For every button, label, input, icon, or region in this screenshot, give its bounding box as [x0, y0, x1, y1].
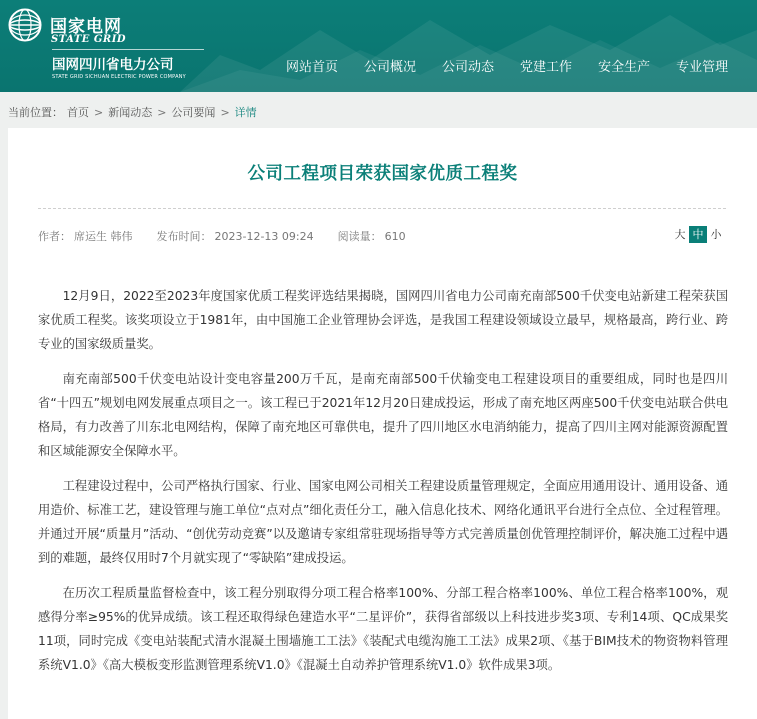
- font-size-small-button[interactable]: 小: [710, 228, 722, 241]
- article-meta: [38, 228, 430, 244]
- site-logo[interactable]: [8, 8, 208, 88]
- breadcrumb-prefix: 当前位置：: [8, 106, 63, 119]
- mountain-background-decoration: [180, 0, 757, 92]
- article-paragraph: 工程建设过程中，公司严格执行国家、行业、国家电网公司相关工程建设质量管理规定，全面应用通用设计、通用设备、通用造价、标准工艺，建设管理与施工单位“点对点”细化责任分工，融入信息化技术、网络化通讯平台进行全点位、全过程管理。并通过开展“质量月”活动、“创优劳动竞赛”以及邀请专家组常驻现场指导等方式完善质量创优管理控制评价，解决施工过程中遇到的难题，最终仅用时7个月就实现了“零缺陷”建成投运。: [38, 479, 728, 565]
- font-size-large-button[interactable]: 大: [674, 228, 686, 241]
- nav-item-professional-management[interactable]: 专业管理: [676, 60, 729, 75]
- breadcrumb-separator: >: [220, 105, 230, 119]
- nav-item-safety-production[interactable]: 安全生产: [598, 60, 651, 75]
- company-name-cn: 国网四川省电力公司: [52, 57, 174, 73]
- breadcrumb-separator: >: [157, 105, 167, 119]
- font-size-medium-button[interactable]: 中: [689, 226, 707, 243]
- article-paragraph: 南充南部500千伏变电站设计变电容量200万千瓦，是南充南部500千伏输变电工程建设项目的重要组成，同时也是四川省“十四五”规划电网发展重点项目之一。该工程已于2021年12月20日建成投运，形成了南充地区两座500千伏变电站联合供电格局，有力改善了川东北电网结构，保障了南充地区可靠供电，提升了四川地区水电消纳能力，提高了四川主网对能源资源配置和区域能源安全保障水平。: [38, 372, 728, 458]
- state-grid-emblem-icon: [8, 8, 42, 42]
- article-paragraph: 在历次工程质量监督检查中，该工程分别取得分项工程合格率100%、分部工程合格率100%、单位工程合格率100%，观感得分率≥95%的优异成绩。该工程还取得绿色建造水平“二星评价”，获得省部级以上科技进步奖3项、专利14项、QC成果奖11项，同时完成《变电站装配式清水混凝土围墙施工工法》《装配式电缆沟施工工法》成果2项、《基于BIM技术的物资物料管理系统V1.0》《高大模板变形监测管理系统V1.0》《混凝土自动养护管理系统V1.0》软件成果3项。: [38, 586, 728, 672]
- article-card: [8, 128, 757, 719]
- logo-divider: [52, 49, 204, 50]
- font-size-switcher: [671, 226, 725, 243]
- company-name-en: STATE GRID SICHUAN ELECTRIC POWER COMPANY: [52, 74, 186, 80]
- meta-author: [38, 228, 133, 244]
- breadcrumb-company-news[interactable]: 公司要闻: [171, 106, 216, 119]
- meta-date: [157, 228, 314, 244]
- title-divider: [38, 208, 726, 209]
- breadcrumb-separator: >: [94, 105, 104, 119]
- brand-name-en: STATE GRID: [51, 34, 127, 45]
- nav-item-home[interactable]: 网站首页: [286, 60, 339, 75]
- meta-views: [338, 228, 406, 244]
- date-value: 2023-12-13 09:24: [214, 230, 314, 243]
- main-nav: [286, 58, 728, 78]
- nav-item-party-building[interactable]: 党建工作: [520, 60, 573, 75]
- article-paragraph: 12月9日，2022至2023年度国家优质工程奖评选结果揭晓，国网四川省电力公司南充南部500千伏变电站新建工程荣获国家优质工程奖。该奖项设立于1981年，由中国施工企业管理协会评选，是我国工程建设领域设立最早，规格最高，跨行业、跨专业的国家级质量奖。: [38, 289, 728, 351]
- brand-name-cn: 国家电网: [50, 17, 122, 37]
- nav-item-company-news[interactable]: 公司动态: [442, 60, 495, 75]
- breadcrumb-home[interactable]: 首页: [67, 106, 89, 119]
- author-label: 作者：: [38, 230, 71, 243]
- views-value: 610: [384, 230, 406, 243]
- views-label: 阅读量：: [337, 230, 382, 243]
- article-title: 公司工程项目荣获国家优质工程奖: [247, 164, 518, 184]
- breadcrumb-current: 详情: [234, 106, 257, 119]
- nav-item-company-overview[interactable]: 公司概况: [364, 60, 417, 75]
- author-value: 席运生 韩伟: [74, 230, 133, 243]
- breadcrumb: [8, 104, 257, 120]
- date-label: 发布时间：: [156, 230, 212, 243]
- site-header: [0, 0, 757, 92]
- breadcrumb-news[interactable]: 新闻动态: [108, 106, 153, 119]
- article-content: [38, 284, 728, 688]
